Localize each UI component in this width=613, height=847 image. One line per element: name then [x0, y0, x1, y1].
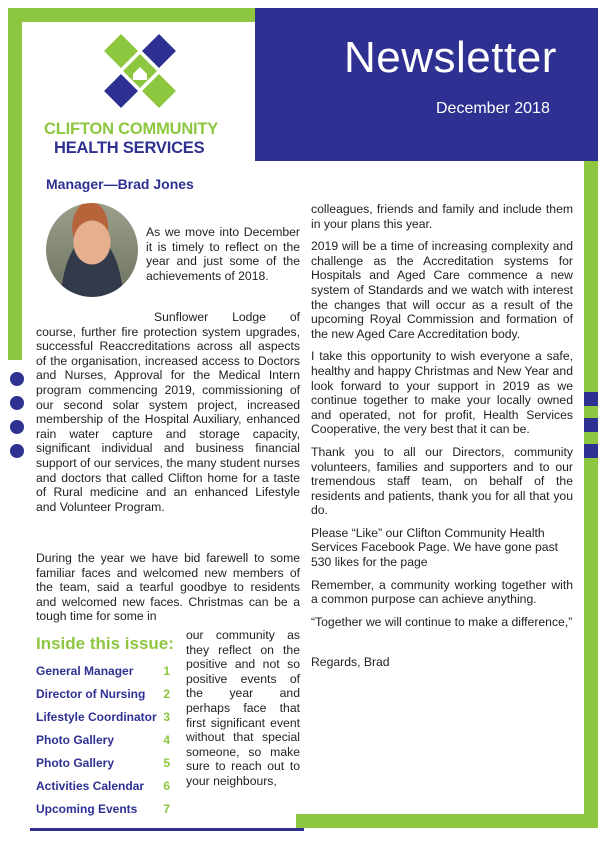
- toc-item-activities-calendar[interactable]: Activities Calendar 6: [36, 779, 170, 793]
- toc-item-director-of-nursing[interactable]: Director of Nursing 2: [36, 687, 170, 701]
- manager-photo: [46, 203, 138, 297]
- manager-heading: Manager—Brad Jones: [46, 176, 194, 192]
- article-paragraph-3-continued: our community as they reflect on the positive and not so positive events of the year and perhaps face that first significant event without that special someone, so make sure to reach out to your neighbours,: [186, 628, 300, 788]
- toc-divider: [30, 828, 304, 831]
- clifton-logo-icon: [96, 32, 184, 118]
- logo-text-line2: HEALTH SERVICES: [54, 139, 205, 157]
- inside-issue-title: Inside this issue:: [36, 634, 174, 653]
- toc-item-upcoming-events[interactable]: Upcoming Events 7: [36, 802, 170, 816]
- decorative-dot: [10, 372, 24, 386]
- toc-item-general-manager[interactable]: General Manager 1: [36, 664, 170, 678]
- article-paragraph-2: Sunflower Lodge of course, further fire protection system upgrades, successful Reaccreditations across all aspects of the organisation, increased access to Doctors and Nurses, Approval for the Medical Intern program commencing 2019, commissioning of our second solar system project, increased membership of the Hospital Auxiliary, enhanced rain water capture and storage capacity, significant individual and business financial support of our services, the many student nurses and doctors that called Clifton home for a taste of Rural medicine and an enhanced Lifestyle and Volunteer Program.: [36, 310, 300, 514]
- decorative-dot: [10, 444, 24, 458]
- toc-item-photo-gallery-2[interactable]: Photo Gallery 5: [36, 756, 170, 770]
- green-frame-left: [8, 8, 22, 360]
- decorative-bar: [584, 418, 598, 432]
- logo-text-line1: CLIFTON COMMUNITY: [44, 120, 219, 138]
- newsletter-title: Newsletter: [344, 33, 557, 82]
- article-column-2: colleagues, friends and family and include them in your plans this year. 2019 will be a time of increasing complexity and challenge as the Accreditation systems for Hospitals and Aged Care commence a new system of Standards and we watch with interest the changes that will occur as a result of the upcoming Royal Commission and formation of the new Aged Care Accreditation body. I take this opportunity to wish everyone a safe, healthy and happy Christmas and New Year and look forward to your support in 2019 as we continue together to make your locally owned and operated, not for profit, Health Services Cooperative, the very best that it can be. Thank you to all our Directors, community volunteers, families and supporters and to our tremendous staff team, on behalf of the residents and patients, thank you for all that you do. Please “Like” our Clifton Community Health Services Facebook Page. We have gone past 530 likes for the page Remember, a community working together with a common purpose can achieve anything. “Together we will continue to make a difference,” Regards, Brad: [311, 202, 573, 670]
- green-frame-right: [584, 160, 598, 815]
- toc-item-lifestyle-coordinator[interactable]: Lifestyle Coordinator 3: [36, 710, 170, 724]
- newsletter-date: December 2018: [436, 100, 550, 117]
- toc-item-photo-gallery[interactable]: Photo Gallery 4: [36, 733, 170, 747]
- decorative-dot: [10, 420, 24, 434]
- decorative-bar: [584, 444, 598, 458]
- masthead: [255, 8, 598, 161]
- green-frame-bottom: [296, 814, 598, 828]
- decorative-bar: [584, 392, 598, 406]
- article-paragraph-1: As we move into December it is timely to reflect on the year and just some of the achievements of 2018.: [146, 225, 300, 283]
- article-paragraph-3: During the year we have bid farewell to some familiar faces and welcomed new members of the team, said a tearful goodbye to residents and welcomed new faces. Christmas can be a tough time for some in: [36, 551, 300, 624]
- decorative-dot: [10, 396, 24, 410]
